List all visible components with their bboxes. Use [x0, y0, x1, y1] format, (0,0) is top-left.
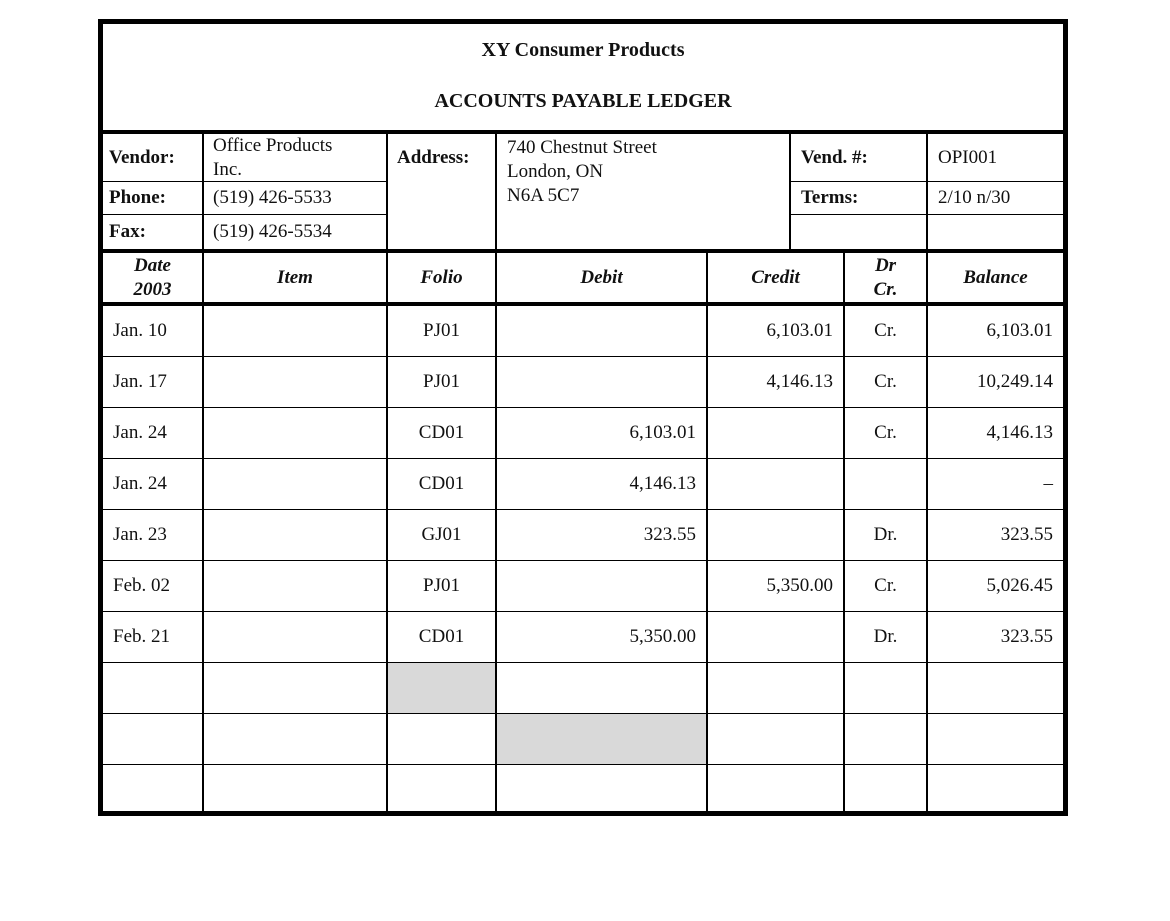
cell-folio: CD01 — [418, 626, 465, 647]
cell-date — [103, 714, 202, 764]
cell-item — [204, 510, 386, 560]
cell-item — [204, 714, 386, 764]
cell-drcr: Cr. — [874, 575, 897, 596]
drcr-header-line2: Cr. — [873, 278, 898, 300]
company-name: XY Consumer Products — [481, 39, 685, 61]
fax-label: Fax: — [109, 221, 146, 242]
phone-label: Phone: — [109, 187, 166, 208]
cell-credit: 6,103.01 — [766, 320, 833, 341]
cell-folio: PJ01 — [423, 575, 460, 596]
cell-debit: 4,146.13 — [629, 473, 696, 494]
cell-debit — [497, 765, 706, 815]
cell-drcr: Cr. — [874, 422, 897, 443]
cell-balance: 4,146.13 — [986, 422, 1053, 443]
cell-drcr: Cr. — [874, 371, 897, 392]
cell-balance — [928, 714, 1063, 764]
cell-item — [204, 561, 386, 611]
vendor-label: Vendor: — [109, 146, 175, 168]
info-vline-5 — [926, 134, 928, 249]
cell-drcr — [845, 765, 926, 815]
terms-label: Terms: — [801, 187, 859, 208]
col-header-date — [103, 253, 202, 302]
cell-debit — [497, 663, 706, 713]
cell-debit — [497, 357, 706, 407]
cell-drcr — [845, 663, 926, 713]
cell-balance — [928, 663, 1063, 713]
cell-balance: – — [1043, 473, 1053, 494]
address-line1: 740 Chestnut Street — [507, 137, 657, 158]
cell-drcr: Dr. — [873, 626, 898, 647]
info-vline-1 — [202, 134, 204, 249]
cell-item — [204, 612, 386, 662]
cell-debit: 6,103.01 — [629, 422, 696, 443]
address-line3: N6A 5C7 — [507, 185, 580, 206]
vendor-name — [213, 134, 386, 181]
cell-item — [204, 408, 386, 458]
cell-debit — [497, 714, 706, 764]
cell-date: Jan. 24 — [113, 422, 167, 443]
cell-drcr — [845, 714, 926, 764]
cell-credit — [708, 408, 843, 458]
cell-folio: CD01 — [418, 422, 465, 443]
cell-item — [204, 459, 386, 509]
cell-credit — [708, 663, 843, 713]
cell-drcr: Dr. — [873, 524, 898, 545]
cell-date — [103, 765, 202, 815]
cell-date: Jan. 17 — [113, 371, 167, 392]
cell-item — [204, 306, 386, 356]
cell-credit: 5,350.00 — [766, 575, 833, 596]
drcr-header-line1: Dr — [874, 254, 897, 276]
cell-balance: 6,103.01 — [986, 320, 1053, 341]
date-header-line2: 2003 — [133, 278, 172, 300]
info-vline-2 — [386, 134, 388, 249]
cell-balance: 5,026.45 — [986, 575, 1053, 596]
terms-value: 2/10 n/30 — [938, 187, 1011, 208]
col-header-item: Item — [277, 267, 313, 288]
address-label: Address: — [397, 146, 470, 168]
info-vline-4 — [789, 134, 791, 249]
cell-debit — [497, 306, 706, 356]
ledger-table — [98, 19, 1068, 816]
col-header-folio: Folio — [420, 267, 463, 288]
cell-drcr — [845, 459, 926, 509]
address-value — [507, 136, 789, 216]
cell-balance — [928, 765, 1063, 815]
cell-credit: 4,146.13 — [766, 371, 833, 392]
cell-folio — [388, 663, 495, 713]
cell-folio — [388, 765, 495, 815]
cell-folio: GJ01 — [421, 524, 462, 545]
fax-value: (519) 426-5534 — [213, 221, 332, 242]
date-header-line1: Date — [134, 254, 171, 276]
cell-credit — [708, 765, 843, 815]
cell-folio: PJ01 — [423, 371, 460, 392]
cell-debit: 5,350.00 — [629, 626, 696, 647]
cell-date: Feb. 21 — [113, 626, 170, 647]
cell-credit — [708, 714, 843, 764]
cell-credit — [708, 612, 843, 662]
cell-credit — [708, 510, 843, 560]
cell-debit: 323.55 — [643, 524, 696, 545]
cell-credit — [708, 459, 843, 509]
vendor-name-line2: Inc. — [213, 158, 243, 180]
cell-date: Feb. 02 — [113, 575, 170, 596]
cell-debit — [497, 561, 706, 611]
cell-item — [204, 663, 386, 713]
info-vline-3 — [495, 134, 497, 249]
vendor-name-line1: Office Products — [213, 134, 333, 156]
cell-folio: PJ01 — [423, 320, 460, 341]
vend-no-label: Vend. #: — [801, 146, 868, 168]
cell-date: Jan. 10 — [113, 320, 167, 341]
cell-date — [103, 663, 202, 713]
col-header-credit: Credit — [751, 267, 800, 288]
ledger-title: ACCOUNTS PAYABLE LEDGER — [434, 90, 732, 112]
phone-value: (519) 426-5533 — [213, 187, 332, 208]
address-line2: London, ON — [507, 161, 604, 182]
col-header-debit: Debit — [580, 267, 623, 288]
cell-balance: 323.55 — [1000, 524, 1053, 545]
cell-drcr: Cr. — [874, 320, 897, 341]
cell-item — [204, 765, 386, 815]
cell-date: Jan. 23 — [113, 524, 167, 545]
col-header-drcr — [845, 253, 926, 302]
vend-no-value: OPI001 — [938, 146, 998, 168]
cell-balance: 10,249.14 — [977, 371, 1053, 392]
cell-balance: 323.55 — [1000, 626, 1053, 647]
cell-date: Jan. 24 — [113, 473, 167, 494]
col-header-balance: Balance — [963, 267, 1028, 288]
cell-folio: CD01 — [418, 473, 465, 494]
cell-item — [204, 357, 386, 407]
cell-folio — [388, 714, 495, 764]
